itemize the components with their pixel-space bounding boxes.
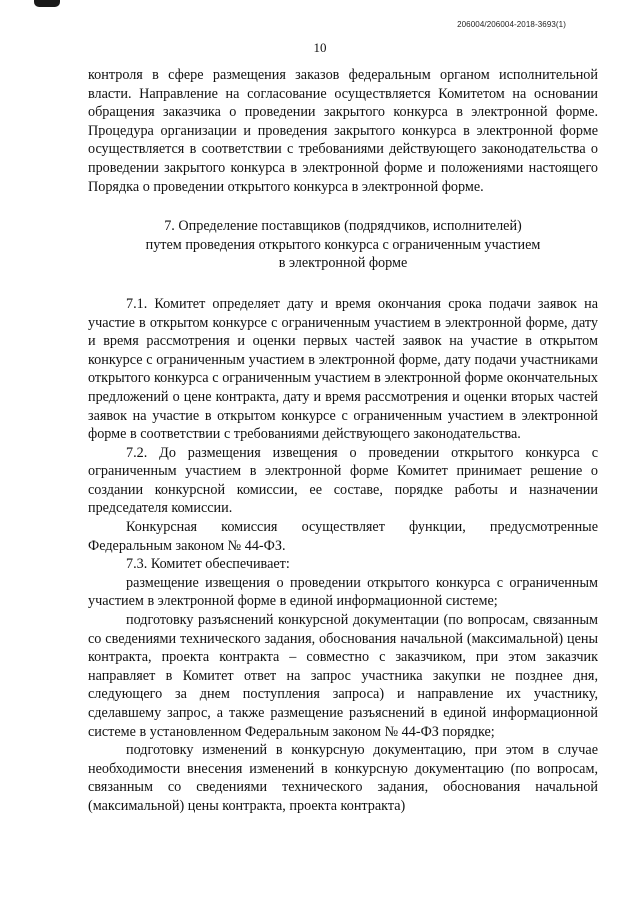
paragraph-7-2: 7.2. До размещения извещения о проведении открытого конкурса с ограниченным участием в электронной форме Комитет принимает решение о создании конкурсной комиссии, ее составе, порядке работы и назначении председателя комиссии. (88, 444, 598, 517)
paragraph-7-1: 7.1. Комитет определяет дату и время окончания срока подачи заявок на участие в открытом конкурсе с ограниченным участием в электронной форме, дату и время рассмотрения и оценки первых частей заявок на участие в открытом конкурсе с ограниченным участием в электронной форме, дату подачи участниками открытого конкурса с ограниченным участием в электронной форме окончательных предложений о цене контракта, дату и время рассмотрения и оценки вторых частей заявок на участие в открытом конкурсе с ограниченным участием в электронной форме в соответствии с требованиями действующего законодательства. (88, 295, 598, 443)
section-heading-line-3: в электронной форме (278, 255, 408, 272)
section-heading-line-2: путем проведения открытого конкурса с ограниченным участием (145, 236, 541, 253)
paragraph-publication: размещение извещения о проведении открытого конкурса с ограниченным участием в электронной форме в единой информационной системе; (88, 574, 598, 610)
page-number: 10 (313, 40, 327, 55)
section-heading-line-1: 7. Определение поставщиков (подрядчиков, исполнителей) (164, 218, 522, 235)
section-heading (88, 217, 598, 273)
paragraph-7-3: 7.3. Комитет обеспечивает: (126, 556, 290, 573)
paragraph-commission: Конкурсная комиссия осуществляет функции, предусмотренные Федеральным законом № 44-ФЗ. (88, 519, 598, 554)
paragraph-continuation: контроля в сфере размещения заказов федеральным органом исполнительной власти. Направление на согласование осуществляется Комитетом на основании обращения заказчика о проведении закрытого конкурса в электронной форме. Процедура организации и проведения закрытого конкурса в электронной форме осуществляется в соответствии с требованиями действующего законодательства о проведении закрытого конкурса в электронной форме и положениями настоящего Порядка о проведении открытого конкурса в электронной форме. (88, 67, 598, 195)
document-body (88, 66, 598, 816)
scan-corner-mark (34, 0, 60, 7)
paragraph-clarifications: подготовку разъяснений конкурсной документации (по вопросам, связанным со сведениями технического задания, обоснования начальной (максимальной) цены контракта, проекта контракта – совместно с заказчиком, при этом заказчик направляет в Комитет ответ на запрос участника закупки не позднее дня, следующего за днем поступления запроса) и направление их участнику, сделавшему запрос, а также размещение разъяснений в единой информационной системе в установленном Федеральным законом № 44-ФЗ порядке; (88, 612, 598, 740)
paragraph-amendments: подготовку изменений в конкурсную документацию, при этом в случае необходимости внесения изменений в конкурсную документацию (по вопросам, связанным со сведениями технического задания, обоснования начальной (максимальной) цены контракта, проекта контракта) (88, 742, 598, 814)
document-id: 206004/206004-2018-3693(1) (457, 20, 566, 29)
